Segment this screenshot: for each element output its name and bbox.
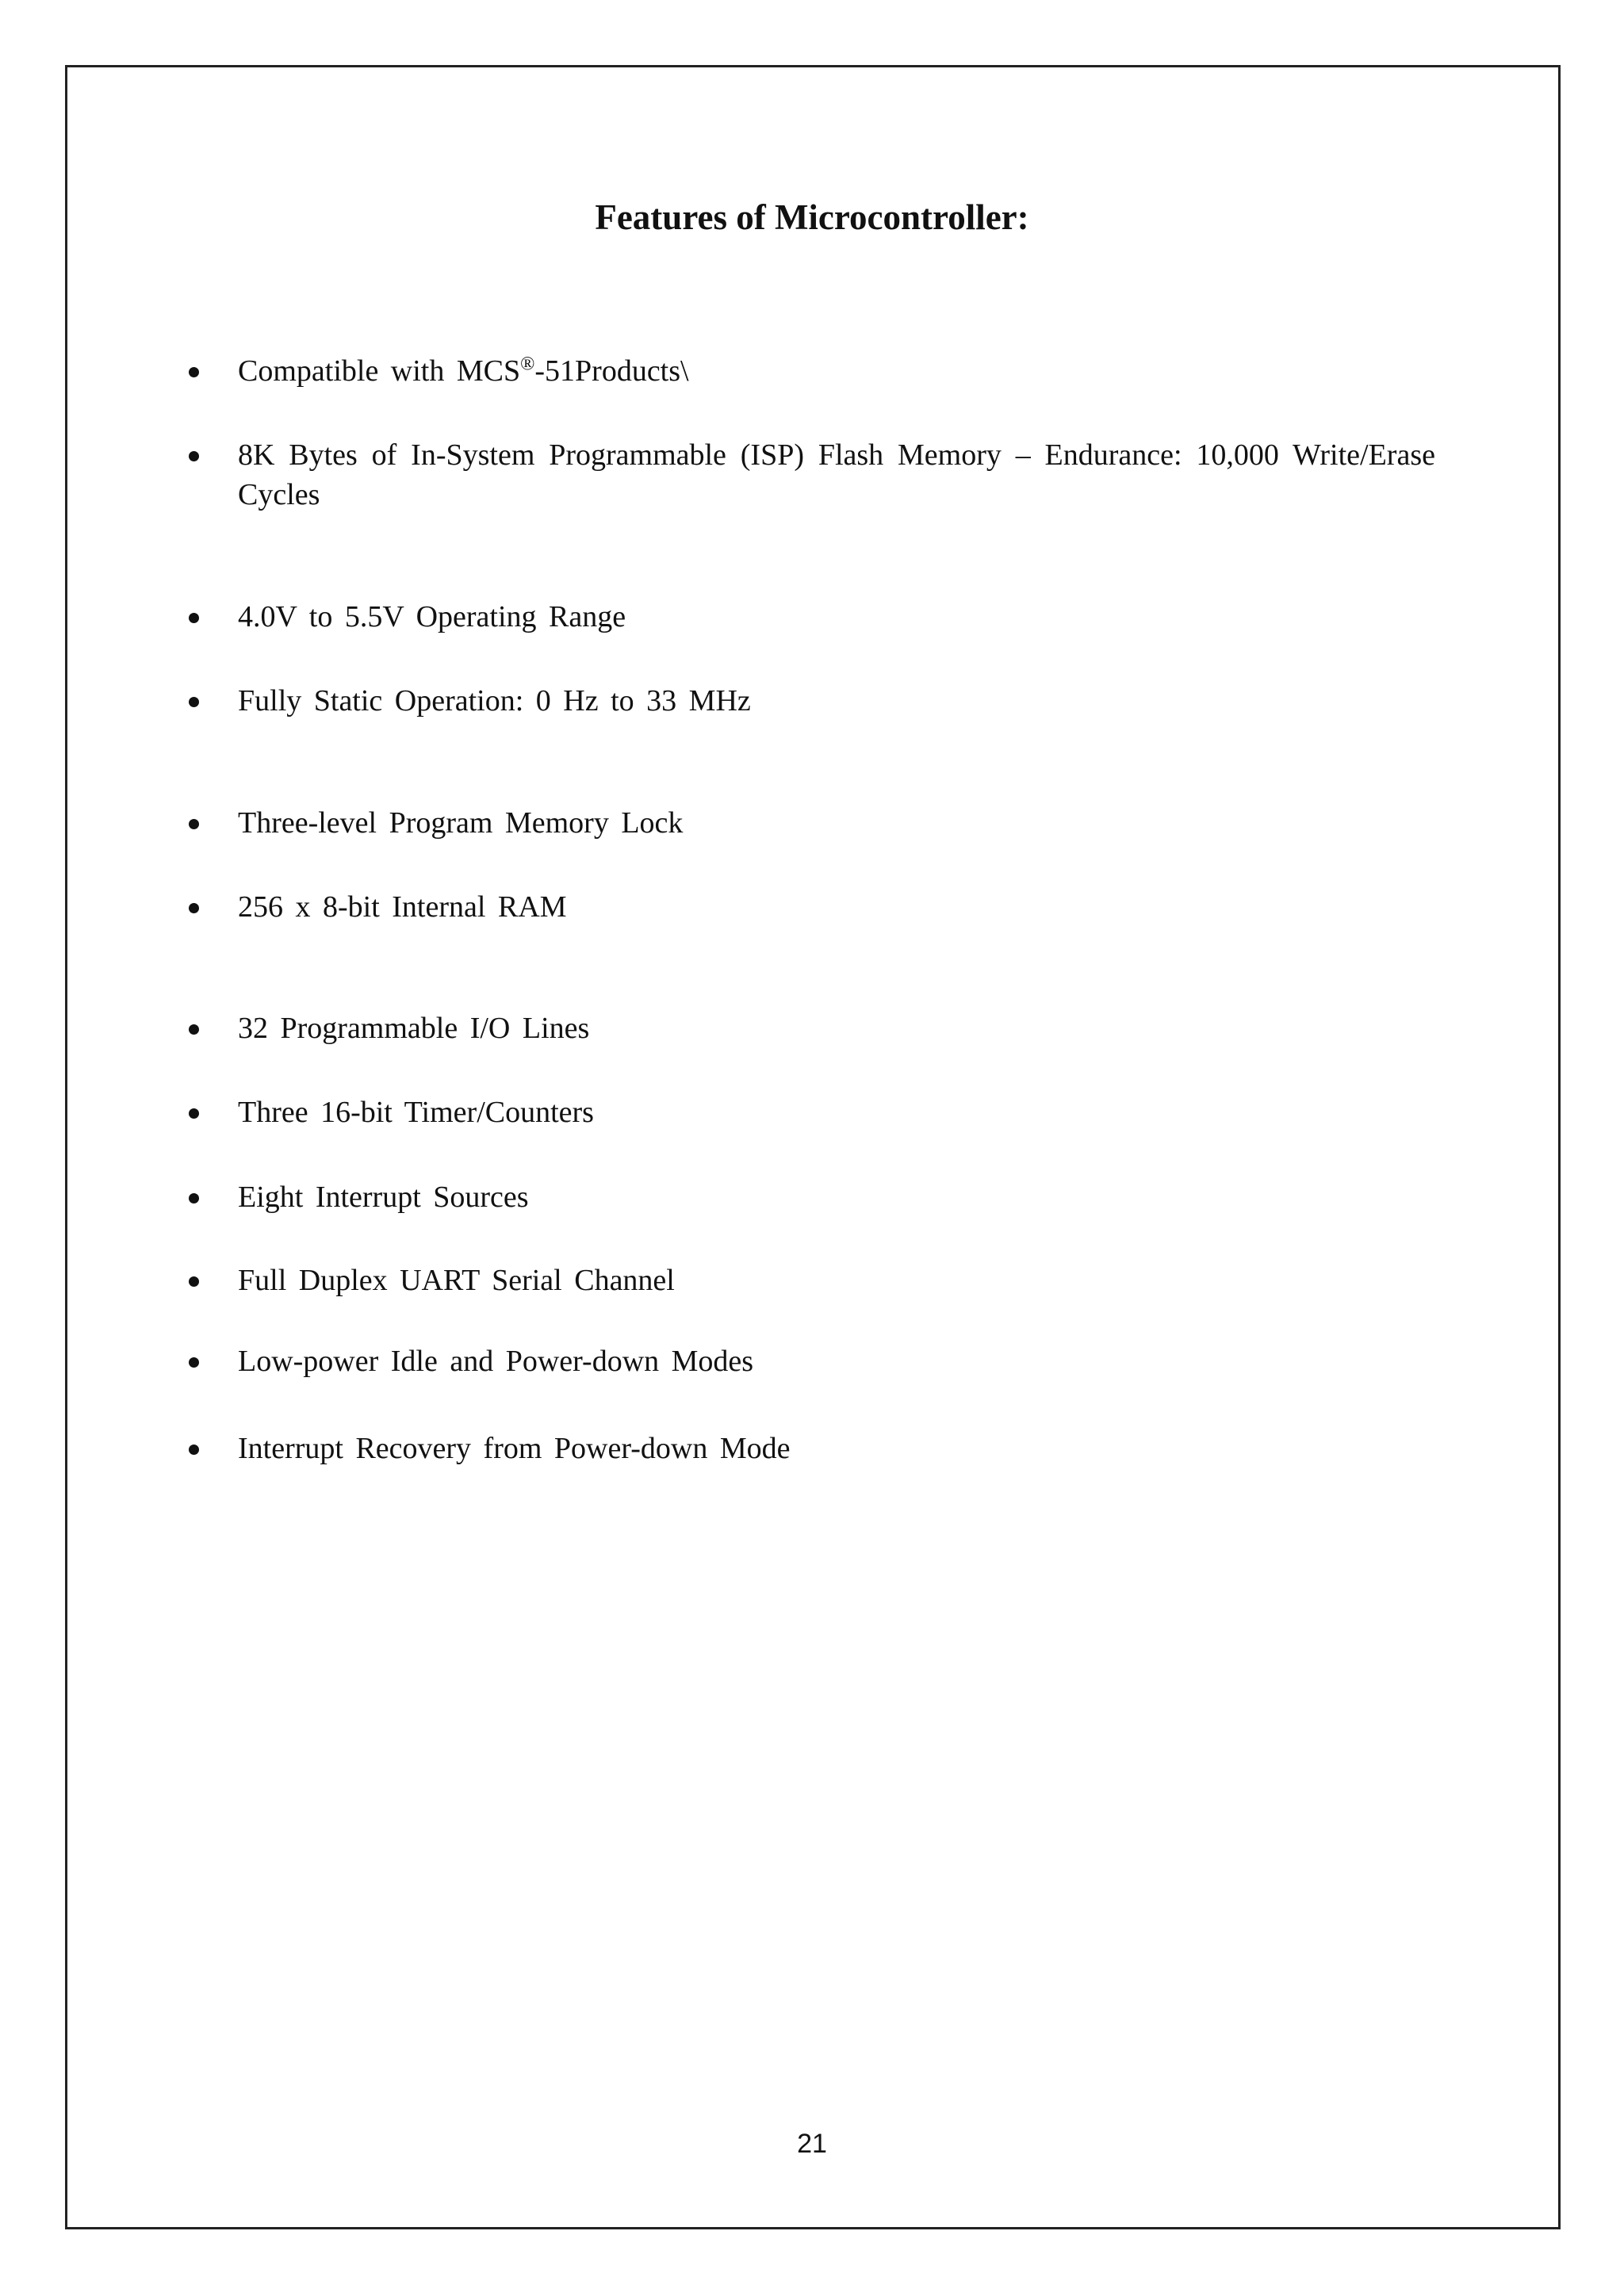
bullet-icon xyxy=(189,1024,199,1035)
feature-text: Interrupt Recovery from Power-down Mode xyxy=(238,1432,791,1465)
bullet-icon xyxy=(189,613,199,623)
feature-text: 8K Bytes of In-System Programmable (ISP) Flash Memory – Endurance: 10,000 Write/Erase Cycles xyxy=(238,438,1435,511)
feature-text: Compatible with MCS®-51Products\ xyxy=(238,354,689,388)
bullet-icon xyxy=(189,1276,199,1287)
feature-text: Low-power Idle and Power-down Modes xyxy=(238,1345,754,1378)
bullet-icon xyxy=(189,451,199,461)
feature-text: 256 x 8-bit Internal RAM xyxy=(238,890,567,924)
feature-item-flash-memory xyxy=(238,435,1435,515)
bullet-icon xyxy=(189,1108,199,1119)
feature-item-low-power xyxy=(238,1341,1435,1381)
bullet-icon xyxy=(189,1445,199,1455)
feature-text: Eight Interrupt Sources xyxy=(238,1181,529,1214)
feature-text: Fully Static Operation: 0 Hz to 33 MHz xyxy=(238,684,751,718)
feature-item-io-lines xyxy=(238,1008,1435,1048)
feature-item-static-operation xyxy=(238,681,1435,721)
bullet-icon xyxy=(189,1193,199,1203)
feature-item-operating-range xyxy=(238,597,1435,637)
feature-text: Three-level Program Memory Lock xyxy=(238,806,684,840)
bullet-icon xyxy=(189,819,199,829)
page-number: 21 xyxy=(797,2129,827,2159)
feature-item-timers xyxy=(238,1093,1435,1132)
feature-text: Full Duplex UART Serial Channel xyxy=(238,1264,675,1297)
page-title: Features of Microcontroller: xyxy=(595,197,1029,237)
feature-text: Three 16-bit Timer/Counters xyxy=(238,1096,594,1129)
feature-text: 32 Programmable I/O Lines xyxy=(238,1012,590,1045)
bullet-icon xyxy=(189,697,199,707)
bullet-icon xyxy=(189,1357,199,1368)
registered-mark: ® xyxy=(520,354,535,375)
feature-item-interrupt-recovery xyxy=(238,1429,1435,1468)
feature-item-uart xyxy=(238,1261,1435,1300)
feature-text: 4.0V to 5.5V Operating Range xyxy=(238,600,626,633)
feature-item-memory-lock xyxy=(238,803,1435,843)
bullet-icon xyxy=(189,367,199,377)
feature-item-compatibility xyxy=(238,351,1435,391)
feature-item-internal-ram xyxy=(238,887,1435,927)
bullet-icon xyxy=(189,903,199,913)
feature-item-interrupts xyxy=(238,1177,1435,1217)
